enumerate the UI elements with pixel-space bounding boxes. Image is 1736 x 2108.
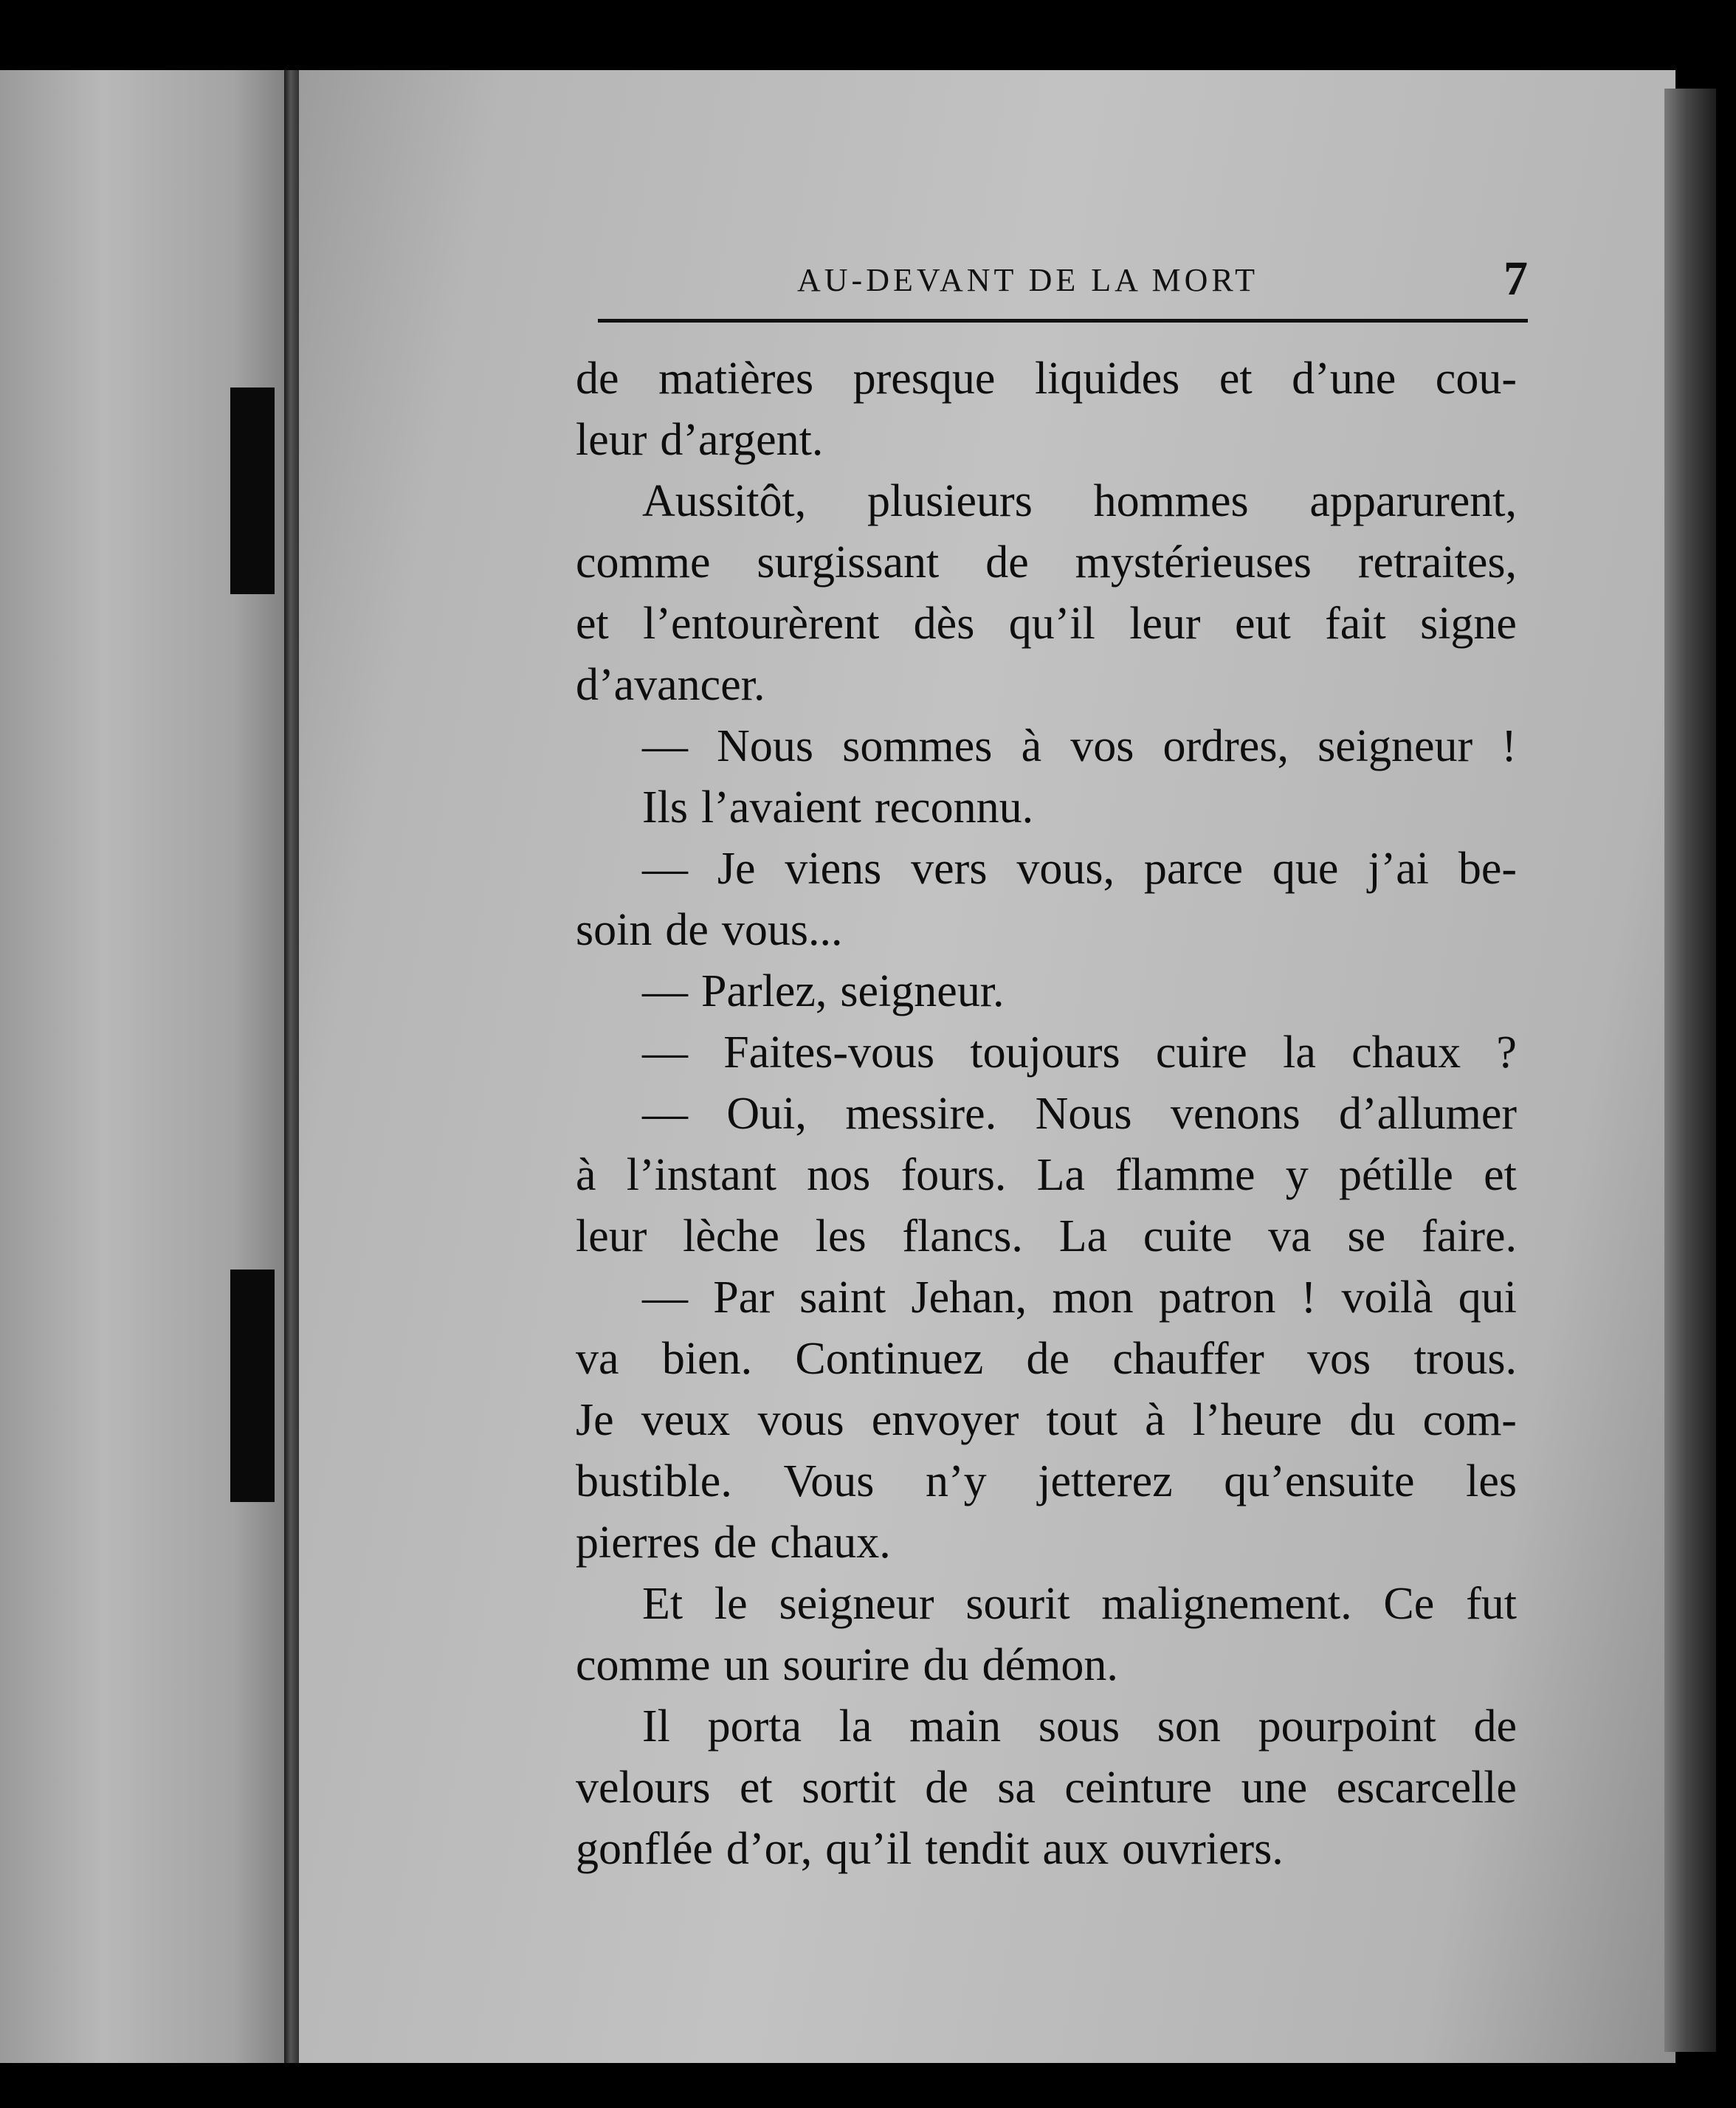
text-line: Et le seigneur sourit malignement. Ce fut — [642, 1579, 1517, 1629]
text-line: comme surgissant de mystérieuses retraites, — [576, 537, 1517, 588]
binding-hole-bottom — [230, 1270, 275, 1502]
text-line: — Parlez, seigneur. — [642, 966, 1005, 1016]
left-page-edge — [0, 70, 292, 2063]
binding-hole-top — [230, 388, 275, 594]
text-line: comme un sourire du démon. — [576, 1640, 1118, 1690]
text-line: à l’instant nos fours. La flamme y pétille et — [576, 1150, 1517, 1200]
text-line: — Je viens vers vous, parce que j’ai be- — [642, 844, 1517, 894]
text-line: d’avancer. — [576, 660, 765, 710]
text-line: Ils l’avaient reconnu. — [642, 782, 1034, 833]
text-line: leur lèche les flancs. La cuite va se faire. — [576, 1211, 1517, 1261]
text-line: Aussitôt, plusieurs hommes apparurent, — [642, 476, 1517, 526]
text-line: — Faites-vous toujours cuire la chaux ? — [642, 1027, 1517, 1078]
text-line: — Par saint Jehan, mon patron ! voilà qui — [642, 1272, 1517, 1323]
text-line: — Nous sommes à vos ordres, seigneur ! — [642, 721, 1517, 771]
text-line: bustible. Vous n’y jetterez qu’ensuite les — [576, 1456, 1517, 1506]
running-head-title: AU-DEVANT DE LA MORT — [797, 262, 1258, 298]
text-line: velours et sortit de sa ceinture une escarcelle — [576, 1763, 1517, 1813]
text-line: soin de vous... — [576, 905, 843, 955]
page-number: 7 — [1504, 252, 1528, 306]
text-line: et l’entourèrent dès qu’il leur eut fait signe — [576, 599, 1517, 649]
header-rule — [598, 319, 1528, 323]
text-line: leur d’argent. — [576, 415, 824, 465]
text-line: pierres de chaux. — [576, 1518, 891, 1568]
body-text — [576, 348, 1517, 1880]
text-line: — Oui, messire. Nous venons d’allumer — [642, 1089, 1517, 1139]
right-page-edge — [1664, 89, 1716, 2052]
running-head — [598, 251, 1535, 317]
text-line: Je veux vous envoyer tout à l’heure du com- — [576, 1395, 1517, 1445]
text-line: va bien. Continuez de chauffer vos trous. — [576, 1334, 1517, 1384]
text-line: de matières presque liquides et d’une cou- — [576, 354, 1517, 404]
book-gutter — [284, 70, 300, 2063]
text-line: Il porta la main sous son pourpoint de — [642, 1701, 1517, 1752]
text-line: gonflée d’or, qu’il tendit aux ouvriers. — [576, 1824, 1284, 1874]
